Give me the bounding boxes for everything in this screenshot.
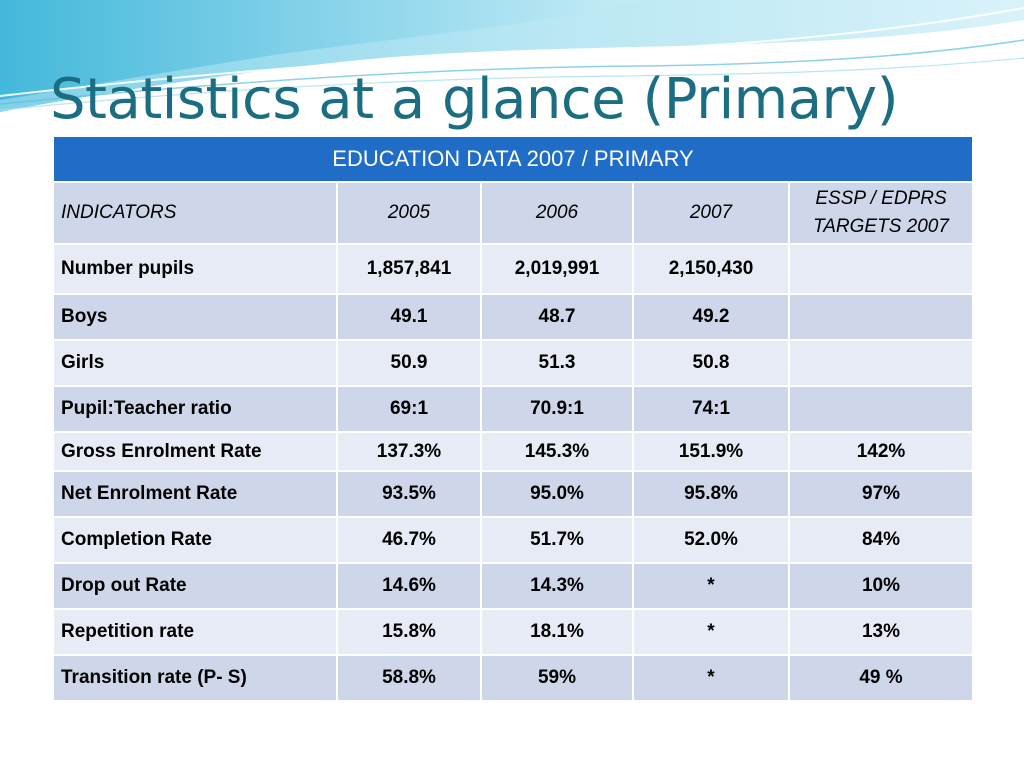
value-2005-cell: 15.8% [337,609,481,655]
table-row [53,294,973,340]
table-row [53,340,973,386]
table-row [53,471,973,517]
value-2007-cell: * [633,609,789,655]
indicator-cell: Repetition rate [53,609,337,655]
header-2005: 2005 [337,182,481,244]
indicator-cell: Pupil:Teacher ratio [53,386,337,432]
target-cell: 97% [789,471,973,517]
target-cell: 142% [789,432,973,471]
target-cell [789,244,973,294]
value-2007-cell: 74:1 [633,386,789,432]
indicator-cell: Completion Rate [53,517,337,563]
value-2005-cell: 46.7% [337,517,481,563]
target-cell: 10% [789,563,973,609]
value-2006-cell: 51.3 [481,340,633,386]
value-2006-cell: 48.7 [481,294,633,340]
value-2005-cell: 93.5% [337,471,481,517]
education-data-table [52,135,974,702]
value-2006-cell: 59% [481,655,633,701]
value-2007-cell: * [633,563,789,609]
value-2006-cell: 14.3% [481,563,633,609]
indicator-cell: Drop out Rate [53,563,337,609]
header-targets [789,182,973,244]
target-cell: 49 % [789,655,973,701]
header-2006: 2006 [481,182,633,244]
value-2006-cell: 95.0% [481,471,633,517]
value-2006-cell: 2,019,991 [481,244,633,294]
target-cell [789,294,973,340]
table-row [53,386,973,432]
value-2006-cell: 145.3% [481,432,633,471]
value-2007-cell: 52.0% [633,517,789,563]
value-2007-cell: 2,150,430 [633,244,789,294]
value-2005-cell: 58.8% [337,655,481,701]
indicator-cell: Girls [53,340,337,386]
target-cell: 84% [789,517,973,563]
header-targets-line2: TARGETS 2007 [813,216,949,237]
header-indicators: INDICATORS [53,182,337,244]
value-2005-cell: 50.9 [337,340,481,386]
table-row [53,432,973,471]
value-2006-cell: 18.1% [481,609,633,655]
value-2005-cell: 69:1 [337,386,481,432]
indicator-cell: Gross Enrolment Rate [53,432,337,471]
value-2007-cell: 95.8% [633,471,789,517]
header-2007: 2007 [633,182,789,244]
value-2005-cell: 14.6% [337,563,481,609]
target-cell [789,386,973,432]
table-caption: EDUCATION DATA 2007 / PRIMARY [53,136,973,182]
value-2005-cell: 1,857,841 [337,244,481,294]
value-2005-cell: 137.3% [337,432,481,471]
target-cell: 13% [789,609,973,655]
indicator-cell: Net Enrolment Rate [53,471,337,517]
table-row [53,244,973,294]
table-row [53,517,973,563]
value-2007-cell: * [633,655,789,701]
column-header-row [53,182,973,244]
value-2007-cell: 151.9% [633,432,789,471]
education-data-table-wrapper [52,135,972,702]
table-row [53,563,973,609]
header-targets-line1: ESSP / EDPRS [815,188,947,209]
indicator-cell: Transition rate (P- S) [53,655,337,701]
value-2007-cell: 50.8 [633,340,789,386]
indicator-cell: Boys [53,294,337,340]
value-2005-cell: 49.1 [337,294,481,340]
target-cell [789,340,973,386]
indicator-cell: Number pupils [53,244,337,294]
table-row [53,655,973,701]
value-2006-cell: 51.7% [481,517,633,563]
slide-title: Statistics at a glance (Primary) [50,67,899,132]
value-2007-cell: 49.2 [633,294,789,340]
value-2006-cell: 70.9:1 [481,386,633,432]
table-caption-row [53,136,973,182]
table-row [53,609,973,655]
